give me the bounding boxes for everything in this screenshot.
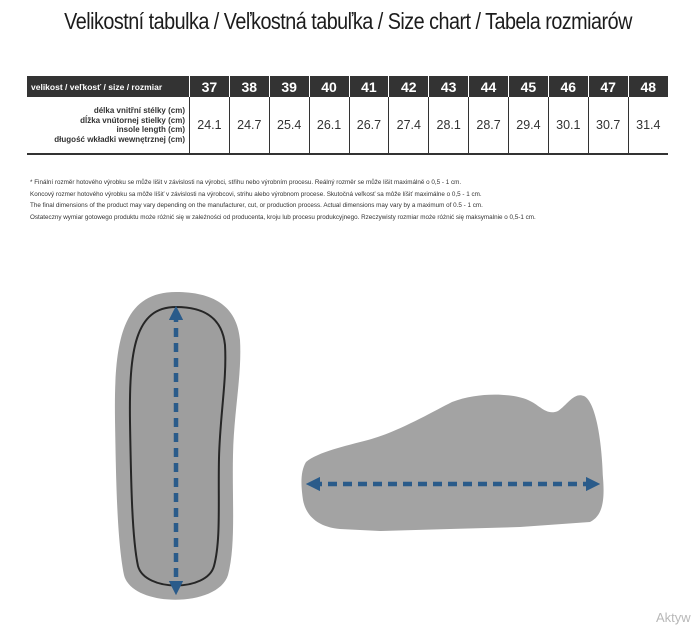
length-cell: 30.7 <box>588 97 628 154</box>
length-cell: 26.1 <box>309 97 349 154</box>
size-cell: 38 <box>229 76 269 97</box>
page-title: Velikostní tabulka / Veľkostná tabuľka / Size chart / Tabela rozmiarów <box>64 8 632 34</box>
size-cell: 43 <box>429 76 469 97</box>
size-cell: 39 <box>269 76 309 97</box>
length-cell: 25.4 <box>269 97 309 154</box>
length-cell: 30.1 <box>548 97 588 154</box>
size-cell: 46 <box>548 76 588 97</box>
row-label-line: długość wkładki wewnętrznej (cm) <box>54 134 185 144</box>
size-cell: 45 <box>509 76 549 97</box>
note-polish: Ostateczny wymiar gotowego produktu może różnić się w zależności od producenta, kroju lub procesu produkcyjnego. Rzeczywisty rozmiar może różnić się maksymalnie o 0,5-1 cm. <box>30 213 536 221</box>
row-label-line: insole length (cm) <box>116 125 185 134</box>
shoe-side-icon <box>301 395 603 531</box>
insole-icon <box>115 292 240 600</box>
length-cell: 28.7 <box>469 97 509 154</box>
shoe-side-silhouette <box>301 395 603 531</box>
size-cell: 42 <box>389 76 429 97</box>
length-cell: 29.4 <box>509 97 549 154</box>
note-czech: * Finální rozměr hotového výrobku se může lišit v závislosti na výrobci, střihu nebo výrobním procesu. Reálný rozměr se může lišit maximálně o 0,5 - 1 cm. <box>30 179 462 186</box>
note-slovak: Koncový rozmer hotového výrobku sa môže líšiť v závislosti na výrobcovi, strihu alebo výrobnom procese. Skutočná veľkosť sa môže líšiť maximálne o 0,5 - 1 cm. <box>30 190 482 198</box>
size-cell: 40 <box>309 76 349 97</box>
length-cell: 24.1 <box>190 97 230 154</box>
length-cell: 31.4 <box>628 97 668 154</box>
size-cell: 41 <box>349 76 389 97</box>
length-cell: 26.7 <box>349 97 389 154</box>
length-cell: 27.4 <box>389 97 429 154</box>
row-label-line: délka vnitřní stélky (cm) <box>93 106 185 115</box>
size-cell: 37 <box>190 76 230 97</box>
header-label: velikost / veľkosť / size / rozmiar <box>27 76 190 97</box>
row-label-line: dĺžka vnútornej stielky (cm) <box>80 115 185 125</box>
activation-watermark: Aktyw <box>656 610 691 625</box>
size-cell: 44 <box>469 76 509 97</box>
length-cell: 24.7 <box>229 97 269 154</box>
length-cell: 28.1 <box>429 97 469 154</box>
size-cell: 48 <box>628 76 668 97</box>
note-english: The final dimensions of the product may vary depending on the manufacturer, cut, or production process. Actual dimensions may vary by a maximum of 0.5 - 1 cm. <box>30 202 483 209</box>
size-cell: 47 <box>588 76 628 97</box>
